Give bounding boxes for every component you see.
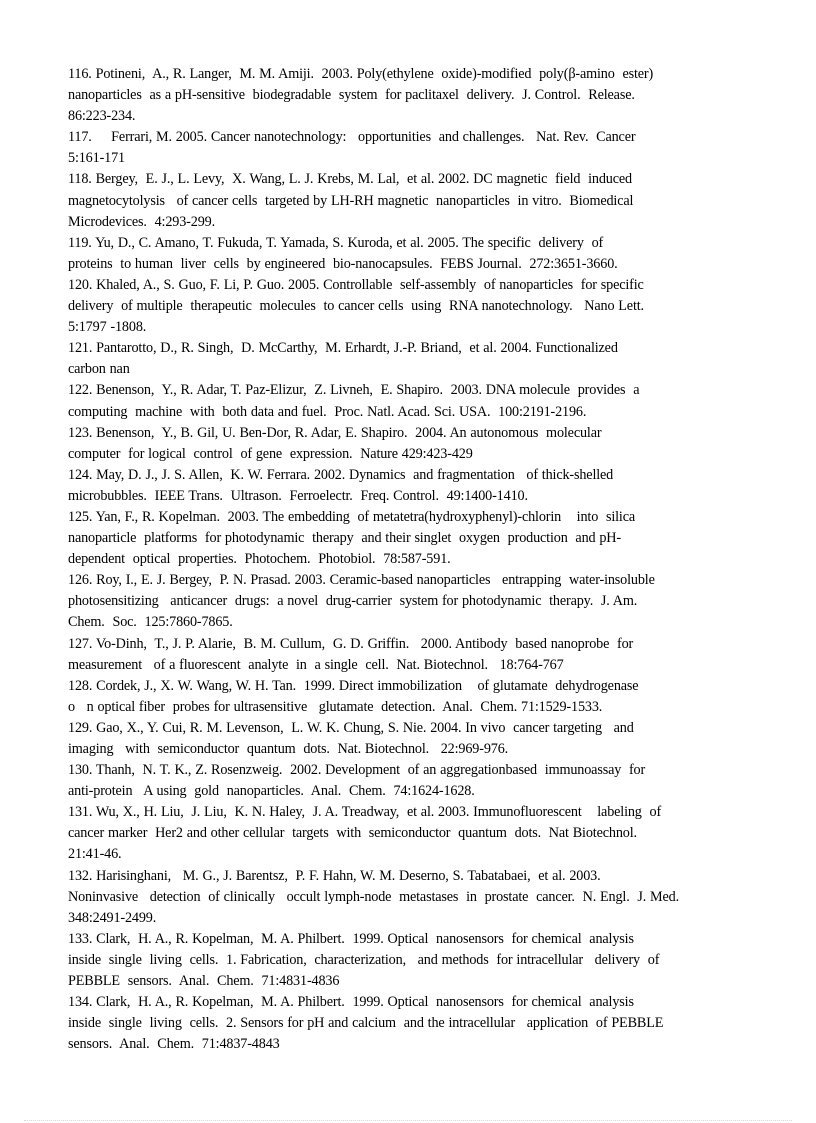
reference-text-line: 5:161-171 (68, 150, 125, 167)
reference-text-line: delivery of multiple therapeutic molecules to cancer cells using RNA nanotechnology. Nano Lett. (68, 298, 644, 315)
reference-text-line: dependent optical properties. Photochem. Photobiol. 78:587-591. (68, 551, 451, 568)
reference-text-line: 119. Yu, D., C. Amano, T. Fukuda, T. Yamada, S. Kuroda, et al. 2005. The specific delivery of (68, 234, 604, 251)
reference-text-line: computing machine with both data and fuel. Proc. Natl. Acad. Sci. USA. 100:2191-2196. (68, 403, 587, 420)
reference-text-line: o n optical fiber probes for ultrasensitive glutamate detection. Anal. Chem. 71:1529-1533. (68, 698, 603, 715)
reference-text-line: photosensitizing anticancer drugs: a novel drug-carrier system for photodynamic therapy. J. Am. (68, 593, 638, 610)
reference-text-line: 5:1797 -1808. (68, 319, 147, 336)
reference-text-line: 120. Khaled, A., S. Guo, F. Li, P. Guo. 2005. Controllable self-assembly of nanoparticles for specific (68, 276, 644, 293)
reference-text-line: 118. Bergey, E. J., L. Levy, X. Wang, L. J. Krebs, M. Lal, et al. 2002. DC magnetic field induced (68, 171, 632, 188)
reference-text-line: inside single living cells. 1. Fabrication, characterization, and methods for intracellular delivery of (68, 951, 660, 968)
reference-list (68, 64, 748, 1055)
reference-text-line: 128. Cordek, J., X. W. Wang, W. H. Tan. 1999. Direct immobilization of glutamate dehydrogenase (68, 677, 639, 694)
reference-text-line: microbubbles. IEEE Trans. Ultrason. Ferroelectr. Freq. Control. 49:1400-1410. (68, 487, 528, 504)
reference-text-line: 348:2491-2499. (68, 909, 157, 926)
reference-text-line: 127. Vo-Dinh, T., J. P. Alarie, B. M. Cullum, G. D. Griffin. 2000. Antibody based nanoprobe for (68, 635, 634, 652)
reference-text-line: measurement of a fluorescent analyte in a single cell. Nat. Biotechnol. 18:764-767 (68, 656, 564, 673)
reference-text-line: 132. Harisinghani, M. G., J. Barentsz, P. F. Hahn, W. M. Deserno, S. Tabatabaei, et al. 2003. (68, 867, 601, 884)
reference-text-line: Chem. Soc. 125:7860-7865. (68, 614, 233, 631)
page-bottom-divider (24, 1120, 792, 1121)
reference-text-line: 130. Thanh, N. T. K., Z. Rosenzweig. 2002. Development of an aggregationbased immunoassay for (68, 762, 646, 779)
reference-text-line: 126. Roy, I., E. J. Bergey, P. N. Prasad. 2003. Ceramic-based nanoparticles entrapping water-insoluble (68, 572, 655, 589)
reference-text-line: anti-protein A using gold nanoparticles. Anal. Chem. 74:1624-1628. (68, 783, 475, 800)
reference-text-line: nanoparticle platforms for photodynamic therapy and their singlet oxygen production and pH- (68, 530, 621, 547)
reference-text-line: inside single living cells. 2. Sensors for pH and calcium and the intracellular application of PEBBLE (68, 1015, 664, 1032)
reference-text-line: 122. Benenson, Y., R. Adar, T. Paz-Elizur, Z. Livneh, E. Shapiro. 2003. DNA molecule provides a (68, 382, 640, 399)
reference-text-line: 124. May, D. J., J. S. Allen, K. W. Ferrara. 2002. Dynamics and fragmentation of thick-shelled (68, 466, 614, 483)
reference-text-line: nanoparticles as a pH-sensitive biodegradable system for paclitaxel delivery. J. Control. Release. (68, 87, 635, 104)
reference-text-line: cancer marker Her2 and other cellular targets with semiconductor quantum dots. Nat Biotechnol. (68, 825, 637, 842)
reference-text-line: 86:223-234. (68, 108, 136, 125)
reference-text-line: magnetocytolysis of cancer cells targeted by LH-RH magnetic nanoparticles in vitro. Biomedical (68, 192, 634, 209)
reference-text-line: 117. Ferrari, M. 2005. Cancer nanotechnology: opportunities and challenges. Nat. Rev. Cancer (68, 129, 636, 146)
reference-text-line: sensors. Anal. Chem. 71:4837-4843 (68, 1036, 280, 1053)
reference-text-line: proteins to human liver cells by engineered bio-nanocapsules. FEBS Journal. 272:3651-3660. (68, 255, 618, 272)
reference-text-line: 133. Clark, H. A., R. Kopelman, M. A. Philbert. 1999. Optical nanosensors for chemical analysis (68, 930, 634, 947)
reference-text-line: carbon nan (68, 361, 130, 378)
reference-text-line: 129. Gao, X., Y. Cui, R. M. Levenson, L. W. K. Chung, S. Nie. 2004. In vivo cancer targeting and (68, 719, 634, 736)
reference-text-line: Noninvasive detection of clinically occult lymph-node metastases in prostate cancer. N. Engl. J. Med. (68, 888, 680, 905)
reference-text-line: 131. Wu, X., H. Liu, J. Liu, K. N. Haley, J. A. Treadway, et al. 2003. Immunofluorescent labeling of (68, 804, 662, 821)
reference-text-line: Microdevices. 4:293-299. (68, 213, 215, 230)
reference-text-line: 21:41-46. (68, 846, 122, 863)
reference-text-line: 125. Yan, F., R. Kopelman. 2003. The embedding of metatetra(hydroxyphenyl)-chlorin into silica (68, 508, 635, 525)
reference-text-line: 116. Potineni, A., R. Langer, M. M. Amiji. 2003. Poly(ethylene oxide)-modified poly(β-amino ester) (68, 66, 654, 82)
reference-text-line: imaging with semiconductor quantum dots. Nat. Biotechnol. 22:969-976. (68, 741, 509, 757)
reference-text-line: PEBBLE sensors. Anal. Chem. 71:4831-4836 (68, 973, 340, 990)
reference-text-line: 123. Benenson, Y., B. Gil, U. Ben-Dor, R. Adar, E. Shapiro. 2004. An autonomous molecular (68, 424, 602, 441)
reference-text-line: computer for logical control of gene expression. Nature 429:423-429 (68, 445, 473, 462)
reference-text-line: 121. Pantarotto, D., R. Singh, D. McCarthy, M. Erhardt, J.-P. Briand, et al. 2004. Functionalized (68, 340, 618, 357)
reference-text-line: 134. Clark, H. A., R. Kopelman, M. A. Philbert. 1999. Optical nanosensors for chemical analysis (68, 994, 634, 1011)
